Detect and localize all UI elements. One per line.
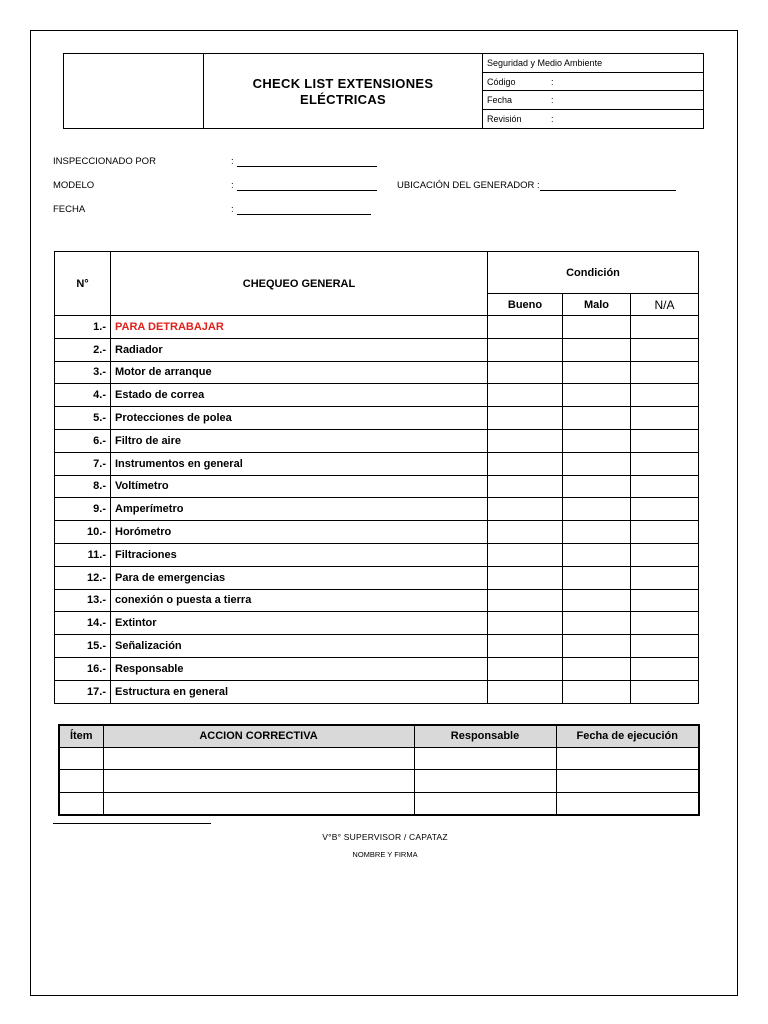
checklist-table <box>54 251 699 704</box>
date-field[interactable] <box>237 204 371 215</box>
colon: : <box>231 204 234 215</box>
row-number: 16.- <box>55 657 111 680</box>
item-cell[interactable] <box>59 747 103 770</box>
signature-line[interactable] <box>53 823 211 824</box>
info-row <box>483 54 703 73</box>
info-row <box>483 73 703 92</box>
bad-cell[interactable] <box>563 521 631 544</box>
row-item: Extintor <box>111 612 488 635</box>
good-header: Bueno <box>488 294 563 316</box>
checklist-row <box>55 475 699 498</box>
na-cell[interactable] <box>631 452 699 475</box>
na-cell[interactable] <box>631 384 699 407</box>
bad-cell[interactable] <box>563 316 631 339</box>
item-cell[interactable] <box>59 792 103 815</box>
corrective-action-table <box>58 724 700 816</box>
checklist-row <box>55 589 699 612</box>
execution-date-cell[interactable] <box>556 770 699 793</box>
good-cell[interactable] <box>488 384 563 407</box>
model-field[interactable] <box>237 180 377 191</box>
good-cell[interactable] <box>488 589 563 612</box>
responsible-header: Responsable <box>414 725 556 747</box>
inspector-label: INSPECCIONADO POR <box>53 156 156 167</box>
row-number: 3.- <box>55 361 111 384</box>
bad-cell[interactable] <box>563 612 631 635</box>
bad-cell[interactable] <box>563 635 631 658</box>
good-cell[interactable] <box>488 475 563 498</box>
row-number: 11.- <box>55 543 111 566</box>
info-label: Revisión <box>487 113 522 124</box>
row-number: 17.- <box>55 680 111 703</box>
good-cell[interactable] <box>488 612 563 635</box>
form-header <box>63 53 704 129</box>
good-cell[interactable] <box>488 657 563 680</box>
bad-cell[interactable] <box>563 543 631 566</box>
row-item: Amperímetro <box>111 498 488 521</box>
form-page <box>30 30 738 996</box>
bad-cell[interactable] <box>563 657 631 680</box>
checklist-row <box>55 361 699 384</box>
action-header: ACCION CORRECTIVA <box>103 725 414 747</box>
location-label: UBICACIÓN DEL GENERADOR : <box>397 180 540 191</box>
info-colon: : <box>551 113 554 124</box>
na-cell[interactable] <box>631 338 699 361</box>
na-cell[interactable] <box>631 429 699 452</box>
checklist-row <box>55 566 699 589</box>
execution-date-cell[interactable] <box>556 747 699 770</box>
date-row <box>53 201 371 215</box>
good-cell[interactable] <box>488 361 563 384</box>
checklist-row <box>55 316 699 339</box>
row-item: Filtro de aire <box>111 429 488 452</box>
logo-cell <box>64 54 204 128</box>
condition-header: Condición <box>488 252 699 294</box>
colon: : <box>231 156 234 167</box>
bad-cell[interactable] <box>563 566 631 589</box>
action-row <box>59 747 699 770</box>
row-number: 2.- <box>55 338 111 361</box>
good-cell[interactable] <box>488 566 563 589</box>
bad-cell[interactable] <box>563 498 631 521</box>
info-label: Fecha <box>487 95 513 105</box>
responsible-cell[interactable] <box>414 770 556 793</box>
row-item: Instrumentos en general <box>111 452 488 475</box>
good-cell[interactable] <box>488 543 563 566</box>
good-cell[interactable] <box>488 429 563 452</box>
row-item: conexión o puesta a tierra <box>111 589 488 612</box>
item-header: Ítem <box>59 725 103 747</box>
info-colon: : <box>551 76 554 87</box>
row-item: PARA DETRABAJAR <box>111 316 488 339</box>
row-number: 10.- <box>55 521 111 544</box>
row-item: Filtraciones <box>111 543 488 566</box>
action-row <box>59 792 699 815</box>
model-label: MODELO <box>53 180 95 191</box>
form-title: CHECK LIST EXTENSIONES ELÉCTRICAS <box>204 54 483 128</box>
row-item: Protecciones de polea <box>111 407 488 430</box>
row-number: 1.- <box>55 316 111 339</box>
model-row <box>53 177 676 191</box>
colon: : <box>231 180 234 191</box>
na-cell[interactable] <box>631 498 699 521</box>
good-cell[interactable] <box>488 316 563 339</box>
good-cell[interactable] <box>488 521 563 544</box>
checklist-row <box>55 543 699 566</box>
na-cell[interactable] <box>631 657 699 680</box>
na-cell[interactable] <box>631 543 699 566</box>
responsible-cell[interactable] <box>414 747 556 770</box>
execution-date-cell[interactable] <box>556 792 699 815</box>
bad-cell[interactable] <box>563 384 631 407</box>
execution-date-header: Fecha de ejecución <box>556 725 699 747</box>
row-item: Responsable <box>111 657 488 680</box>
action-cell[interactable] <box>103 792 414 815</box>
info-label: Seguridad y Medio Ambiente <box>487 58 603 68</box>
row-number: 15.- <box>55 635 111 658</box>
good-cell[interactable] <box>488 498 563 521</box>
responsible-cell[interactable] <box>414 792 556 815</box>
row-number: 7.- <box>55 452 111 475</box>
na-cell[interactable] <box>631 612 699 635</box>
bad-cell[interactable] <box>563 475 631 498</box>
bad-cell[interactable] <box>563 452 631 475</box>
bad-cell[interactable] <box>563 361 631 384</box>
na-cell[interactable] <box>631 680 699 703</box>
row-item: Para de emergencias <box>111 566 488 589</box>
na-cell[interactable] <box>631 566 699 589</box>
row-number: 4.- <box>55 384 111 407</box>
na-cell[interactable] <box>631 589 699 612</box>
checklist-row <box>55 680 699 703</box>
action-row <box>59 770 699 793</box>
bad-header: Malo <box>563 294 631 316</box>
row-number: 13.- <box>55 589 111 612</box>
info-label: Código <box>487 76 516 87</box>
checklist-row <box>55 498 699 521</box>
good-cell[interactable] <box>488 452 563 475</box>
good-cell[interactable] <box>488 635 563 658</box>
row-number: 6.- <box>55 429 111 452</box>
name-signature-label: NOMBRE Y FIRMA <box>352 850 418 859</box>
item-cell[interactable] <box>59 770 103 793</box>
action-cell[interactable] <box>103 747 414 770</box>
row-item: Motor de arranque <box>111 361 488 384</box>
row-number: 8.- <box>55 475 111 498</box>
na-cell[interactable] <box>631 635 699 658</box>
info-row <box>483 91 703 110</box>
checklist-row <box>55 452 699 475</box>
row-number: 14.- <box>55 612 111 635</box>
na-cell[interactable] <box>631 316 699 339</box>
num-header: N° <box>55 252 111 316</box>
checklist-row <box>55 407 699 430</box>
inspector-row <box>53 153 377 167</box>
document-info <box>483 54 703 128</box>
inspector-field[interactable] <box>237 156 377 167</box>
row-number: 9.- <box>55 498 111 521</box>
checklist-row <box>55 612 699 635</box>
action-cell[interactable] <box>103 770 414 793</box>
row-item: Estructura en general <box>111 680 488 703</box>
row-item: Señalización <box>111 635 488 658</box>
checklist-row <box>55 384 699 407</box>
checklist-row <box>55 338 699 361</box>
supervisor-label: V°B° SUPERVISOR / CAPATAZ <box>322 832 448 842</box>
checklist-row <box>55 429 699 452</box>
row-item: Radiador <box>111 338 488 361</box>
row-item: Estado de correa <box>111 384 488 407</box>
na-cell[interactable] <box>631 407 699 430</box>
checklist-row <box>55 521 699 544</box>
bad-cell[interactable] <box>563 589 631 612</box>
checklist-row <box>55 657 699 680</box>
date-label: FECHA <box>53 204 86 215</box>
good-cell[interactable] <box>488 338 563 361</box>
na-cell[interactable] <box>631 475 699 498</box>
row-number: 12.- <box>55 566 111 589</box>
row-number: 5.- <box>55 407 111 430</box>
row-item: Voltímetro <box>111 475 488 498</box>
good-cell[interactable] <box>488 680 563 703</box>
general-header: CHEQUEO GENERAL <box>111 252 488 316</box>
row-item: Horómetro <box>111 521 488 544</box>
checklist-row <box>55 635 699 658</box>
good-cell[interactable] <box>488 407 563 430</box>
info-row <box>483 110 703 129</box>
bad-cell[interactable] <box>563 338 631 361</box>
na-cell[interactable] <box>631 361 699 384</box>
bad-cell[interactable] <box>563 429 631 452</box>
bad-cell[interactable] <box>563 407 631 430</box>
location-field[interactable] <box>540 180 676 191</box>
na-header: N/A <box>631 294 699 316</box>
bad-cell[interactable] <box>563 680 631 703</box>
info-colon: : <box>551 95 554 105</box>
na-cell[interactable] <box>631 521 699 544</box>
